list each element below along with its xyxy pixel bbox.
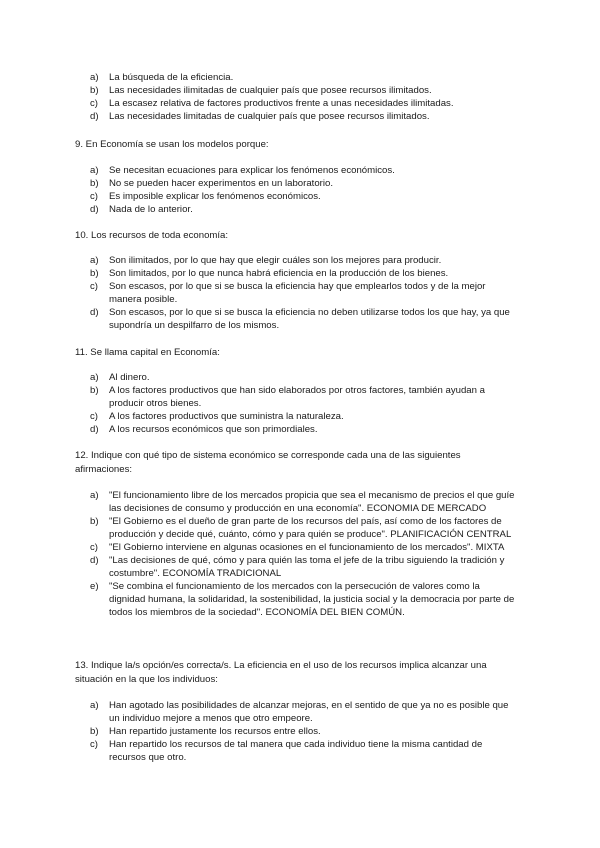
- option-e: [0, 580, 600, 619]
- option-letter: a): [90, 490, 99, 501]
- option-text: Las necesidades ilimitadas de cualquier país que posee recursos ilimitados.: [109, 85, 432, 96]
- option-letter: b): [90, 268, 99, 279]
- option-text: Son limitados, por lo que nunca habrá eficiencia en la producción de los bienes.: [109, 268, 449, 279]
- option-b: [0, 384, 600, 410]
- option-letter: e): [90, 581, 99, 592]
- option-letter: c): [90, 739, 98, 750]
- option-letter: d): [90, 307, 99, 318]
- option-b: [0, 267, 600, 280]
- option-a: [0, 489, 600, 515]
- option-text: Son ilimitados, por lo que hay que elegir cuáles son los mejores para producir.: [109, 255, 442, 266]
- option-a: [0, 371, 600, 384]
- option-b: [0, 84, 600, 97]
- option-text: Nada de lo anterior.: [109, 204, 193, 215]
- option-text: No se pueden hacer experimentos en un laboratorio.: [109, 178, 333, 189]
- option-letter: d): [90, 111, 99, 122]
- option-text: "El Gobierno interviene en algunas ocasiones en el funcionamiento de los mercados". MIXTA: [109, 542, 505, 553]
- option-letter: b): [90, 385, 99, 396]
- option-letter: c): [90, 281, 98, 292]
- option-letter: a): [90, 165, 99, 176]
- option-c: [0, 541, 600, 554]
- option-letter: c): [90, 542, 98, 553]
- option-text: Son escasos, por lo que si se busca la eficiencia no deben utilizarse todos los que hay, ya que supondría un despilfarro de los mismos.: [109, 307, 510, 331]
- option-text: Han repartido los recursos de tal manera que cada individuo tiene la misma cantidad de recursos que otro.: [109, 739, 483, 763]
- option-letter: b): [90, 516, 99, 527]
- question-9-stem: 9. En Economía se usan los modelos porque:: [75, 139, 269, 150]
- option-c: [0, 97, 600, 110]
- option-a: [0, 699, 600, 725]
- option-text: A los factores productivos que suministra la naturaleza.: [109, 411, 344, 422]
- option-c: [0, 190, 600, 203]
- option-letter: d): [90, 424, 99, 435]
- question-9-options: [0, 164, 600, 216]
- option-text: A los factores productivos que han sido elaborados por otros factores, también ayudan a producir otros bienes.: [109, 385, 485, 409]
- option-letter: a): [90, 255, 99, 266]
- option-letter: c): [90, 411, 98, 422]
- option-text: "El Gobierno es el dueño de gran parte de los recursos del país, así como de los factores de producción y decide qué, cuánto, cómo y para quién se produce". PLANIFICACIÓN CENTRAL: [109, 516, 512, 540]
- option-d: [0, 554, 600, 580]
- option-letter: d): [90, 204, 99, 215]
- option-c: [0, 280, 600, 306]
- option-b: [0, 725, 600, 738]
- option-text: A los recursos económicos que son primordiales.: [109, 424, 318, 435]
- option-text: La escasez relativa de factores productivos frente a unas necesidades ilimitadas.: [109, 98, 454, 109]
- option-text: "Las decisiones de qué, cómo y para quién las toma el jefe de la tribu siguiendo la tradición y costumbre". ECONOMÍA TRADICIONAL: [109, 555, 505, 579]
- option-letter: c): [90, 191, 98, 202]
- option-letter: a): [90, 700, 99, 711]
- question-12-options: [0, 489, 600, 619]
- option-d: [0, 306, 600, 332]
- option-letter: b): [90, 178, 99, 189]
- option-text: Al dinero.: [109, 372, 150, 383]
- option-text: La búsqueda de la eficiencia.: [109, 72, 234, 83]
- option-a: [0, 164, 600, 177]
- option-a: [0, 71, 600, 84]
- option-letter: c): [90, 98, 98, 109]
- question-13-options: [0, 699, 600, 764]
- question-11-stem: 11. Se llama capital en Economía:: [75, 347, 220, 358]
- option-letter: a): [90, 372, 99, 383]
- option-text: Han agotado las posibilidades de alcanzar mejoras, en el sentido de que ya no es posible que un individuo mejore a menos que otro empeore.: [109, 700, 509, 724]
- option-a: [0, 254, 600, 267]
- option-d: [0, 203, 600, 216]
- option-text: "El funcionamiento libre de los mercados propicia que sea el mecanismo de precios el que guíe las decisiones de consumo y producción en una economía". ECONOMIA DE MERCADO: [109, 490, 515, 514]
- option-text: Se necesitan ecuaciones para explicar los fenómenos económicos.: [109, 165, 395, 176]
- question-13-stem: 13. Indique la/s opción/es correcta/s. La eficiencia en el uso de los recursos implica alcanzar una situación en la que los individuos:: [75, 660, 487, 685]
- option-d: [0, 110, 600, 123]
- option-c: [0, 738, 600, 764]
- question-10-options: [0, 254, 600, 332]
- option-letter: d): [90, 555, 99, 566]
- question-8-options: [0, 71, 600, 123]
- option-c: [0, 410, 600, 423]
- option-text: Las necesidades limitadas de cualquier país que posee recursos ilimitados.: [109, 111, 430, 122]
- option-b: [0, 177, 600, 190]
- question-10-stem: 10. Los recursos de toda economía:: [75, 230, 229, 241]
- option-text: Es imposible explicar los fenómenos económicos.: [109, 191, 321, 202]
- option-letter: a): [90, 72, 99, 83]
- question-11-options: [0, 371, 600, 436]
- option-b: [0, 515, 600, 541]
- option-letter: b): [90, 726, 99, 737]
- option-text: "Se combina el funcionamiento de los mercados con la persecución de valores como la dignidad humana, la solidaridad, la sostenibilidad, la justicia social y la democracia por parte de todos los miembros de la sociedad". ECONOMÍA DEL BIEN COMÚN.: [109, 581, 515, 618]
- question-12-stem: 12. Indique con qué tipo de sistema económico se corresponde cada una de las siguientes afirmaciones:: [75, 450, 461, 475]
- option-text: Son escasos, por lo que si se busca la eficiencia hay que emplearlos todos y de la mejor manera posible.: [109, 281, 486, 305]
- option-d: [0, 423, 600, 436]
- option-text: Han repartido justamente los recursos entre ellos.: [109, 726, 321, 737]
- option-letter: b): [90, 85, 99, 96]
